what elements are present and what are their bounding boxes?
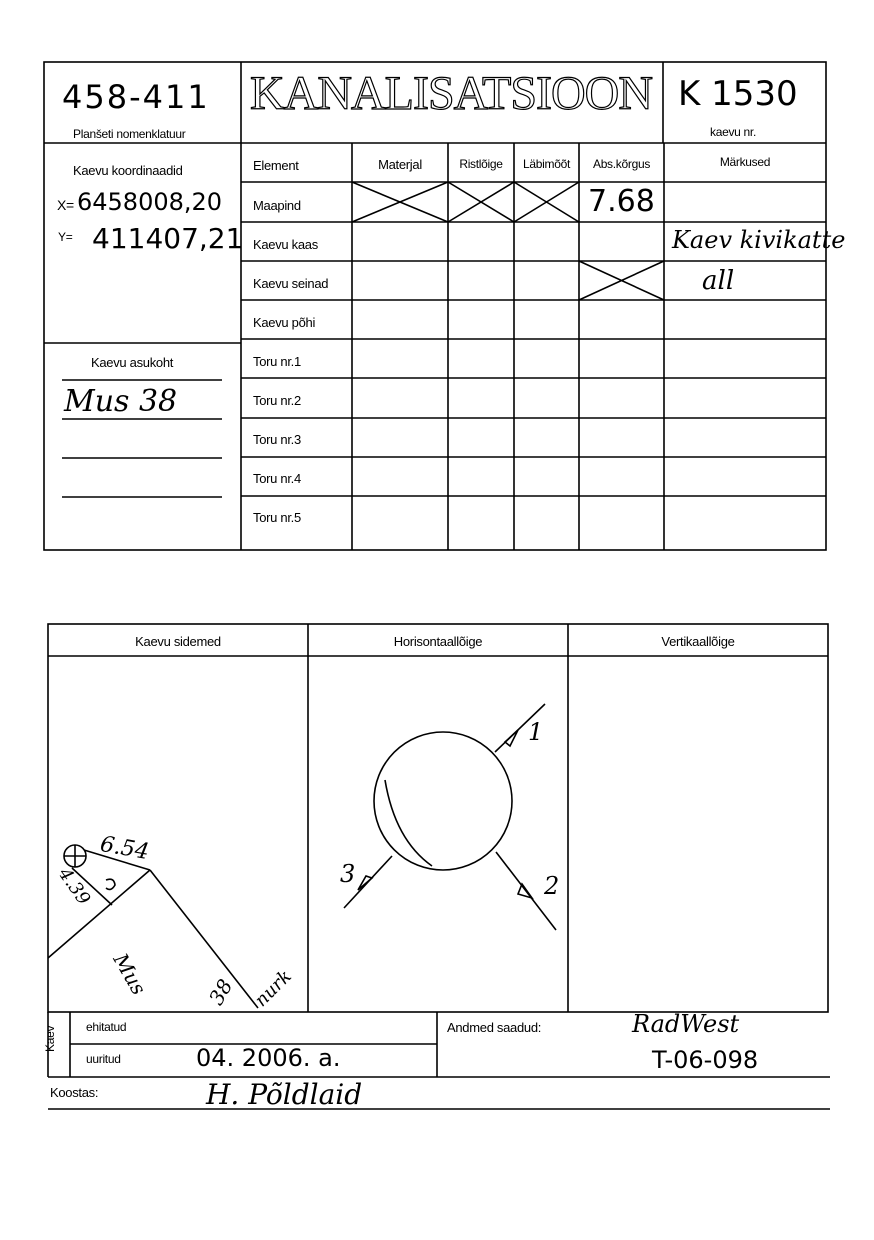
note-kaevu-kaas: Kaev kivikatte [672, 226, 846, 254]
row-element: Toru nr.5 [253, 510, 301, 525]
row-element: Kaevu seinad [253, 276, 329, 291]
ehitatud-label: ehitatud [86, 1020, 127, 1034]
note-kaevu-seinad: all [702, 266, 735, 296]
horizontal-section-drawing [344, 704, 556, 930]
row-element: Kaevu põhi [253, 315, 316, 330]
col-header-sidemed: Kaevu sidemed [135, 634, 221, 649]
abs-value-maapind: 7.68 [588, 184, 655, 219]
sketch-corner: nurk [250, 965, 296, 1012]
row-element: Toru nr.4 [253, 471, 301, 486]
nomenclature-value: 458-411 [62, 78, 210, 116]
sketch-distance-1: 6.54 [98, 831, 151, 866]
col-header-abs: Abs.kõrgus [592, 157, 651, 171]
col-header-horisontaal: Horisontaallõige [393, 634, 483, 649]
col-header-ristloige: Ristlõige [459, 157, 503, 171]
col-header-markused: Märkused [719, 155, 771, 169]
row-element: Toru nr.1 [253, 354, 301, 369]
col-header-materjal: Materjal [378, 157, 422, 172]
andmed-label: Andmed saadud: [447, 1020, 542, 1035]
row-element: Toru nr.3 [253, 432, 301, 447]
andmed-value-2: T-06-098 [652, 1046, 759, 1074]
col-header-element: Element [253, 158, 299, 173]
pipe-number-3: 3 [340, 860, 356, 888]
sketch-street: Mus [108, 949, 152, 999]
koostas-label: Koostas: [50, 1085, 99, 1100]
x-value: 6458008,20 [77, 188, 223, 216]
y-value: 411407,21 [92, 222, 244, 255]
row-element: Maapind [253, 198, 301, 213]
coords-label: Kaevu koordinaadid [73, 163, 183, 178]
well-no-label: kaevu nr. [710, 125, 756, 139]
page-title: KANALISATSIOON [250, 67, 652, 120]
nomenclature-label: Planšeti nomenklatuur [73, 127, 186, 141]
location-label: Kaevu asukoht [91, 355, 174, 370]
uuritud-value: 04. 2006. a. [196, 1044, 341, 1072]
uuritud-label: uuritud [86, 1052, 121, 1066]
pipe-number-1: 1 [528, 718, 544, 746]
col-header-vertikaal: Vertikaallõige [661, 634, 735, 649]
kaev-label: Kaev [43, 1025, 57, 1052]
x-label: X= [57, 197, 74, 213]
col-header-labimoot: Läbimõõt [523, 157, 570, 171]
well-no-value: K 1530 [678, 74, 798, 114]
location-value: Mus 38 [64, 384, 178, 419]
row-element: Toru nr.2 [253, 393, 301, 408]
koostas-value: H. Põldlaid [206, 1078, 363, 1111]
sketch-house: 38 [203, 974, 238, 1010]
row-element: Kaevu kaas [253, 237, 318, 252]
sketch-distance-2: 4.39 [53, 864, 95, 909]
pipe-number-2: 2 [544, 872, 560, 900]
y-label: Y= [58, 230, 73, 244]
andmed-value-1: RadWest [632, 1010, 740, 1038]
